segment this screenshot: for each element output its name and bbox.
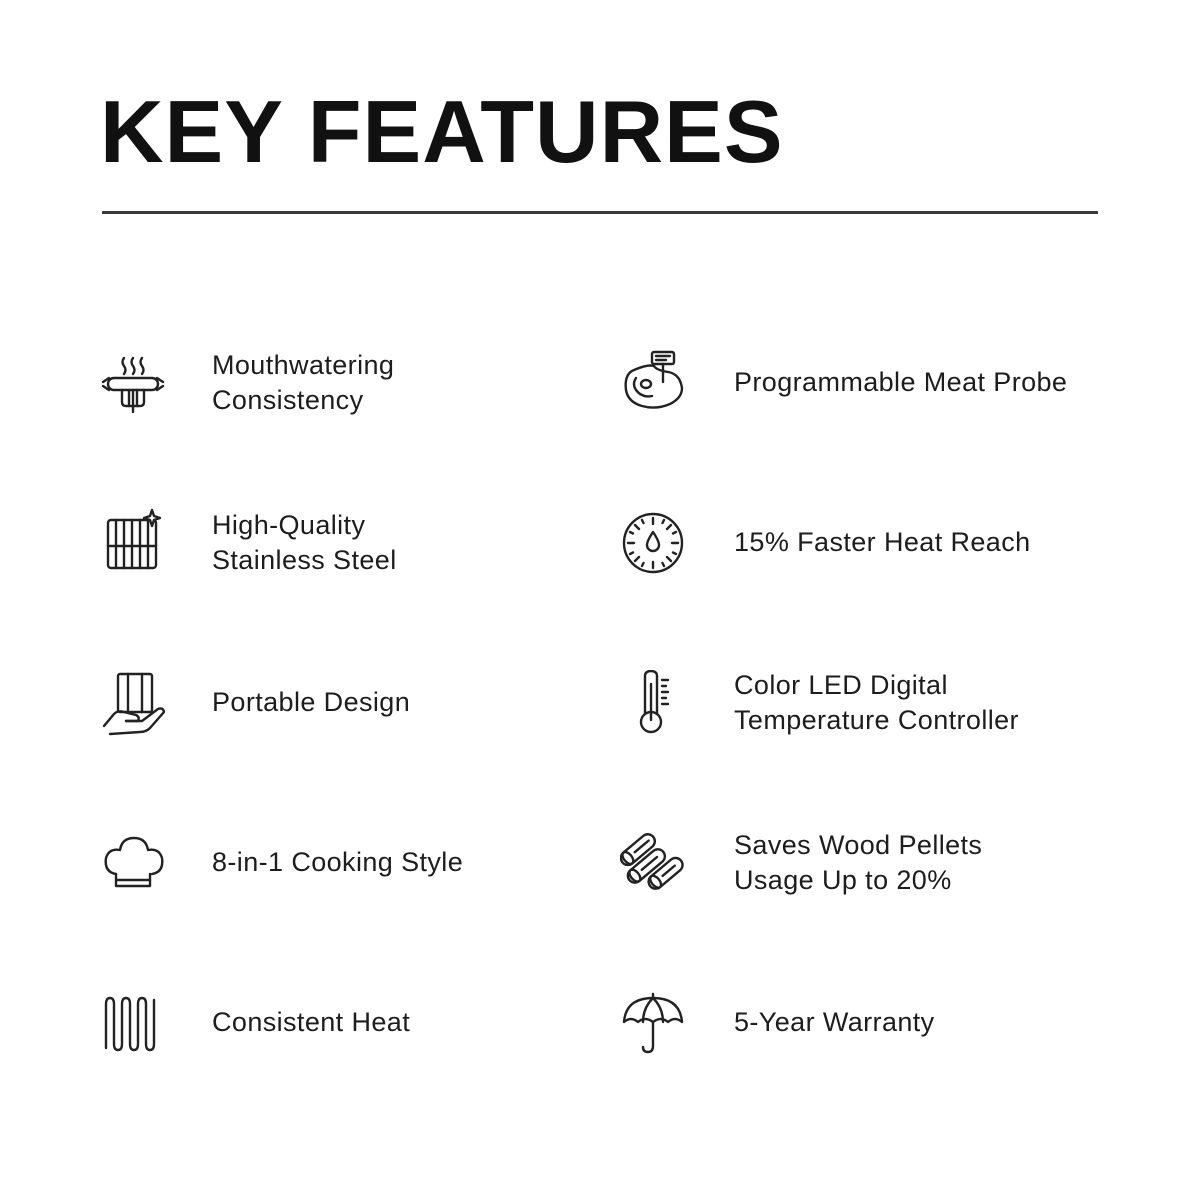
- wood-pellets-icon: [620, 830, 686, 896]
- feature-item: [0, 650, 1200, 760]
- gauge-dial-icon: [620, 510, 686, 576]
- feature-item: [0, 490, 1200, 600]
- feature-item: [0, 970, 1200, 1080]
- meat-probe-icon: [620, 350, 686, 416]
- feature-label: Saves Wood Pellets Usage Up to 20%: [734, 830, 983, 895]
- feature-label: Mouthwatering Consistency: [212, 350, 395, 415]
- page-title: KEY FEATURES: [100, 82, 784, 181]
- feature-label: Programmable Meat Probe: [734, 367, 1068, 397]
- title-divider: [102, 211, 1098, 214]
- feature-label: Color LED Digital Temperature Controller: [734, 670, 1019, 735]
- feature-label: Consistent Heat: [212, 1007, 411, 1037]
- feature-item: [0, 810, 1200, 920]
- feature-label: High-Quality Stainless Steel: [212, 510, 397, 575]
- thermometer-icon: [620, 670, 686, 736]
- umbrella-icon: [620, 990, 686, 1056]
- feature-item: [0, 330, 1200, 440]
- feature-label: Portable Design: [212, 687, 411, 717]
- feature-label: 5-Year Warranty: [734, 1007, 935, 1037]
- feature-label: 8-in-1 Cooking Style: [212, 847, 464, 877]
- feature-label: 15% Faster Heat Reach: [734, 527, 1031, 557]
